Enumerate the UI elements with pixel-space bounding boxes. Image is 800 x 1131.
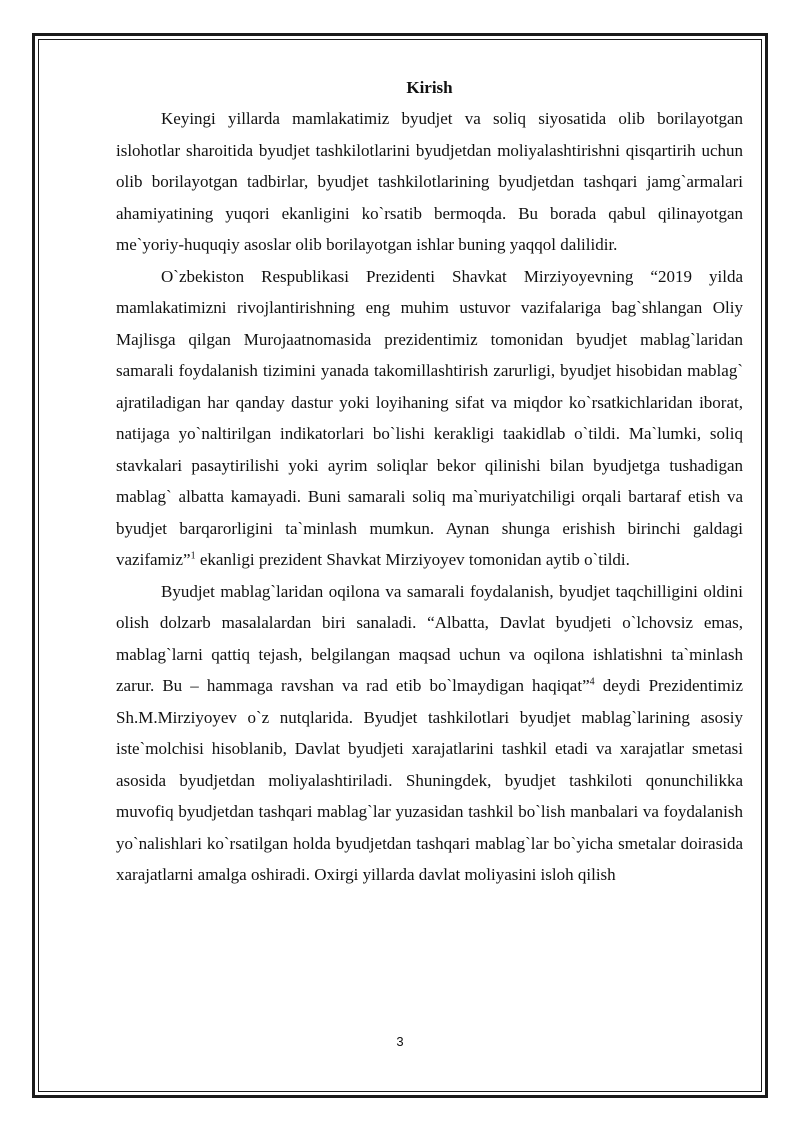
paragraph-2	[116, 261, 743, 576]
paragraph-2-text-before: O`zbekiston Respublikasi Prezidenti Shavkat Mirziyoyevning “2019 yilda mamlakatimizni rivojlantirishning eng muhim ustuvor vazifalariga bag`shlangan Oliy Majlisga qilgan Murojaatnomasida prezidentimiz tomonidan byudjet mablag`laridan samarali foydalanish tizimini yanada takomillashtirish zarurligi, byudjet hisobidan mablag` ajratiladigan har qanday dastur yoki loyihaning sifat va miqdor ko`rsatkichlaridan iborat, natijaga yo`naltirilgan indikatorlari bo`lishi kerakligi taakidlab o`tildi. Ma`lumki, soliq stavkalari pasaytirilishi yoki ayrim soliqlar bekor qilinishi bilan byudjetga tushadigan mablag` albatta kamayadi. Buni samarali soliq ma`muriyatchiligi orqali bartaraf etish va byudjet barqarorligini ta`minlash mumkun. Aynan shunga erishish birinchi galdagi vazifamiz”	[116, 266, 743, 569]
footnote-ref-4[interactable]: 4	[589, 676, 595, 688]
paragraph-3-text-before: Byudjet mablag`laridan oqilona va samarali foydalanish, byudjet taqchilligini oldini olish dolzarb masalalardan biri sanaladi. “Albatta, Davlat byudjeti o`lchovsiz emas, mablag`larni qattiq tejash, belgilangan maqsad uchun va oqilona ishlatishni ta`minlash zarur. Bu – hammaga ravshan va rad etib bo`lmaydigan haqiqat”	[116, 581, 743, 695]
document-body	[116, 72, 743, 891]
paragraph-2-text-after: ekanligi prezident Shavkat Mirziyoyev tomonidan aytib o`tildi.	[195, 550, 630, 569]
page-number: 3	[396, 1034, 404, 1049]
footnote-ref-1[interactable]: 1	[190, 550, 196, 562]
paragraph-1-text: Keyingi yillarda mamlakatimiz byudjet va soliq siyosatida olib borilayotgan islohotlar sharoitida byudjet tashkilotlarini byudjetdan moliyalashtirishni qisqartirih uchun olib borilayotgan tadbirlar, byudjet tashkilotlarining byudjetdan tashqari jamg`armalari ahamiyatining yuqori ekanligini ko`rsatib bermoqda. Bu borada qabul qilinayotgan me`yoriy-huquqiy asoslar olib borilayotgan ishlar buning yaqqol dalilidir.	[116, 109, 743, 254]
paragraph-3-text-after: deydi Prezidentimiz Sh.M.Mirziyoyev o`z nutqlarida. Byudjet tashkilotlari byudjet mablag`larining asosiy iste`molchisi hisoblanib, Davlat byudjeti xarajatlarini tashkil etadi va xarajatlar smetasi asosida byudjetdan moliyalashtiriladi. Shuningdek, byudjet tashkiloti qonunchilikka muvofiq byudjetdan tashqari mablag`lar yuzasidan tashkil bo`lish manbalari va foydalanish yo`nalishlari ko`rsatilgan holda byudjetdan tashqari mablag`lar bo`yicha smetalar doirasida xarajatlarni amalga oshiradi. Oxirgi yillarda davlat moliyasini isloh qilish	[116, 676, 743, 884]
paragraph-1	[116, 103, 743, 261]
section-title: Kirish	[406, 78, 453, 97]
paragraph-3	[116, 576, 743, 891]
